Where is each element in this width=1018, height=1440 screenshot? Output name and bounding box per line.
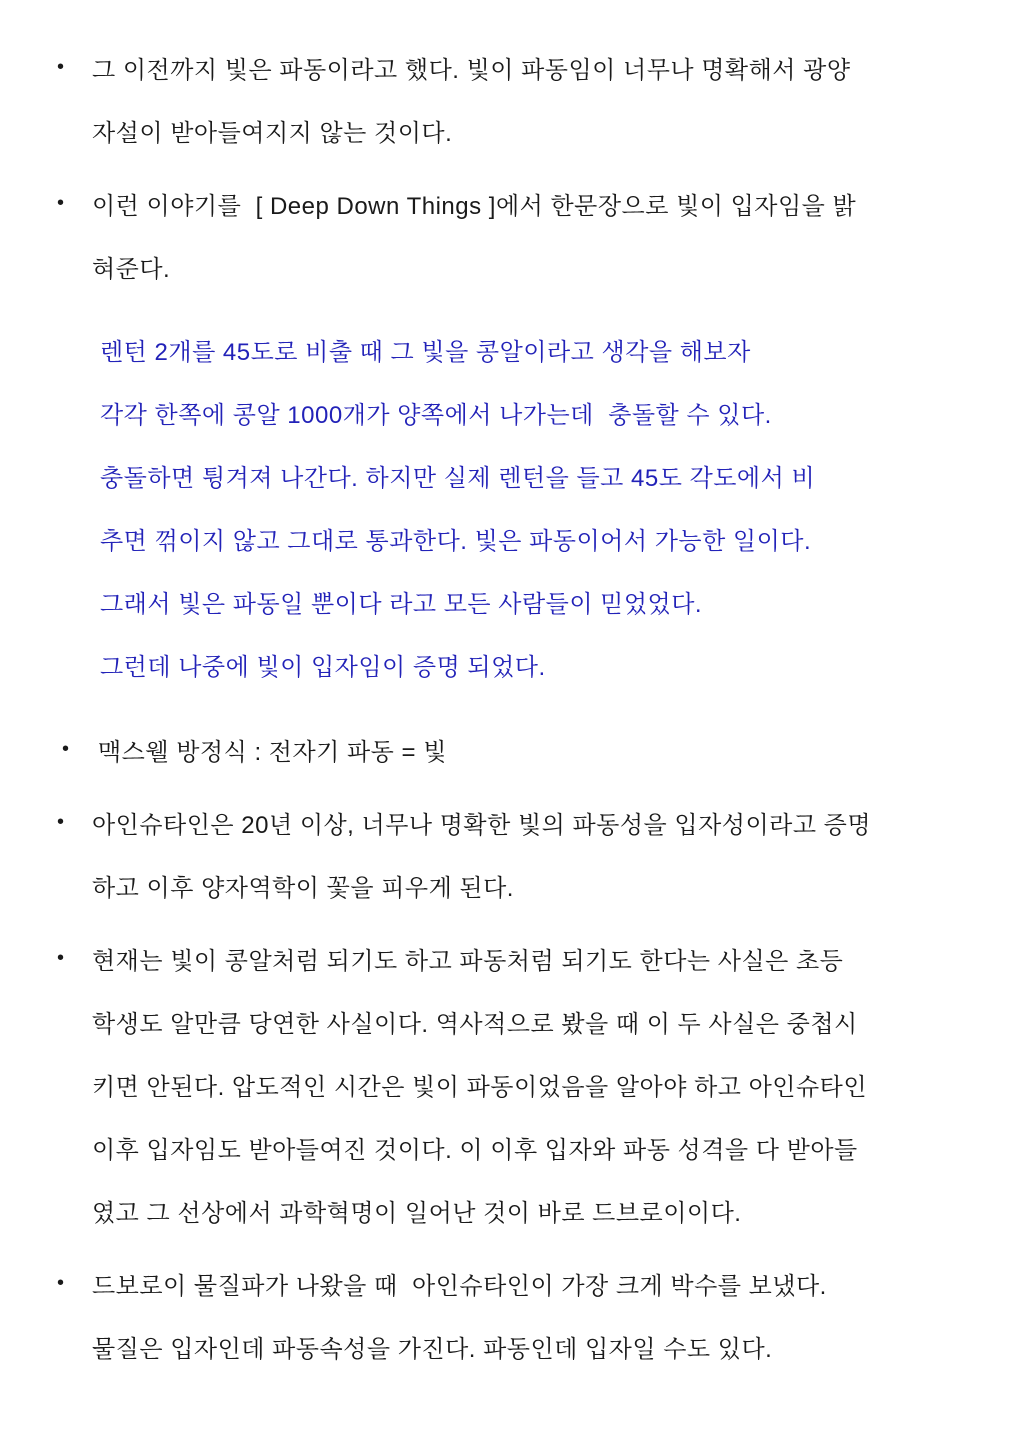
text-line: 드보로이 물질파가 나왔을 때 아인슈타인이 가장 크게 박수를 보냈다. [92, 1273, 827, 1300]
bullet-marker-icon: • [57, 192, 65, 214]
text-line: 그 이전까지 빛은 파동이라고 했다. 빛이 파동임이 너무나 명확해서 광양 [92, 57, 851, 84]
bullet-marker-icon: • [57, 947, 65, 969]
note-line: 그래서 빛은 파동일 뿐이다 라고 모든 사람들이 믿었었다. [100, 591, 703, 618]
bullet-item [57, 36, 968, 162]
note-line: 그런데 나중에 빛이 입자임이 증명 되었다. [100, 654, 546, 681]
bullet-item [57, 718, 968, 781]
text-line: 하고 이후 양자역학이 꽃을 피우게 된다. [92, 875, 514, 902]
note-line: 렌턴 2개를 45도로 비출 때 그 빛을 콩알이라고 생각을 해보자 [100, 339, 751, 366]
note-line: 각각 한쪽에 콩알 1000개가 양쪽에서 나가는데 충돌할 수 있다. [100, 402, 772, 429]
text-line: 학생도 알만큼 당연한 사실이다. 역사적으로 봤을 때 이 두 사실은 중첩시 [92, 1011, 858, 1038]
bullet-marker-icon: • [62, 738, 70, 760]
bullet-marker-icon: • [57, 56, 65, 78]
bullet-item [57, 927, 968, 1242]
bullet-item [57, 791, 968, 917]
bullet-marker-icon: • [57, 811, 65, 833]
bullet-marker-icon: • [57, 1272, 65, 1294]
note-line: 충돌하면 튕겨져 나간다. 하지만 실제 렌턴을 들고 45도 각도에서 비 [100, 465, 816, 492]
text-line: 이후 입자임도 받아들여진 것이다. 이 이후 입자와 파동 성격을 다 받아들 [92, 1137, 858, 1164]
bullet-item [57, 1252, 968, 1378]
text-line: 이런 이야기를 [ Deep Down Things ]에서 한문장으로 빛이 입자임을 밝 [92, 193, 857, 220]
text-line: 자설이 받아들여지지 않는 것이다. [92, 120, 453, 147]
text-line: 물질은 입자인데 파동속성을 가진다. 파동인데 입자일 수도 있다. [92, 1336, 773, 1363]
text-line: 혀준다. [92, 256, 171, 283]
bullet-item [57, 172, 968, 298]
note-line: 추면 꺾이지 않고 그대로 통과한다. 빛은 파동이어서 가능한 일이다. [100, 528, 812, 555]
blue-note-block [57, 318, 968, 696]
text-line: 였고 그 선상에서 과학혁명이 일어난 것이 바로 드브로이이다. [92, 1200, 742, 1227]
text-line: 현재는 빛이 콩알처럼 되기도 하고 파동처럼 되기도 한다는 사실은 초등 [92, 948, 844, 975]
text-line: 아인슈타인은 20년 이상, 너무나 명확한 빛의 파동성을 입자성이라고 증명 [92, 812, 872, 839]
text-line: 키면 안된다. 압도적인 시간은 빛이 파동이었음을 알아야 하고 아인슈타인 [92, 1074, 868, 1101]
text-line: 맥스웰 방정식 : 전자기 파동 = 빛 [98, 739, 447, 766]
